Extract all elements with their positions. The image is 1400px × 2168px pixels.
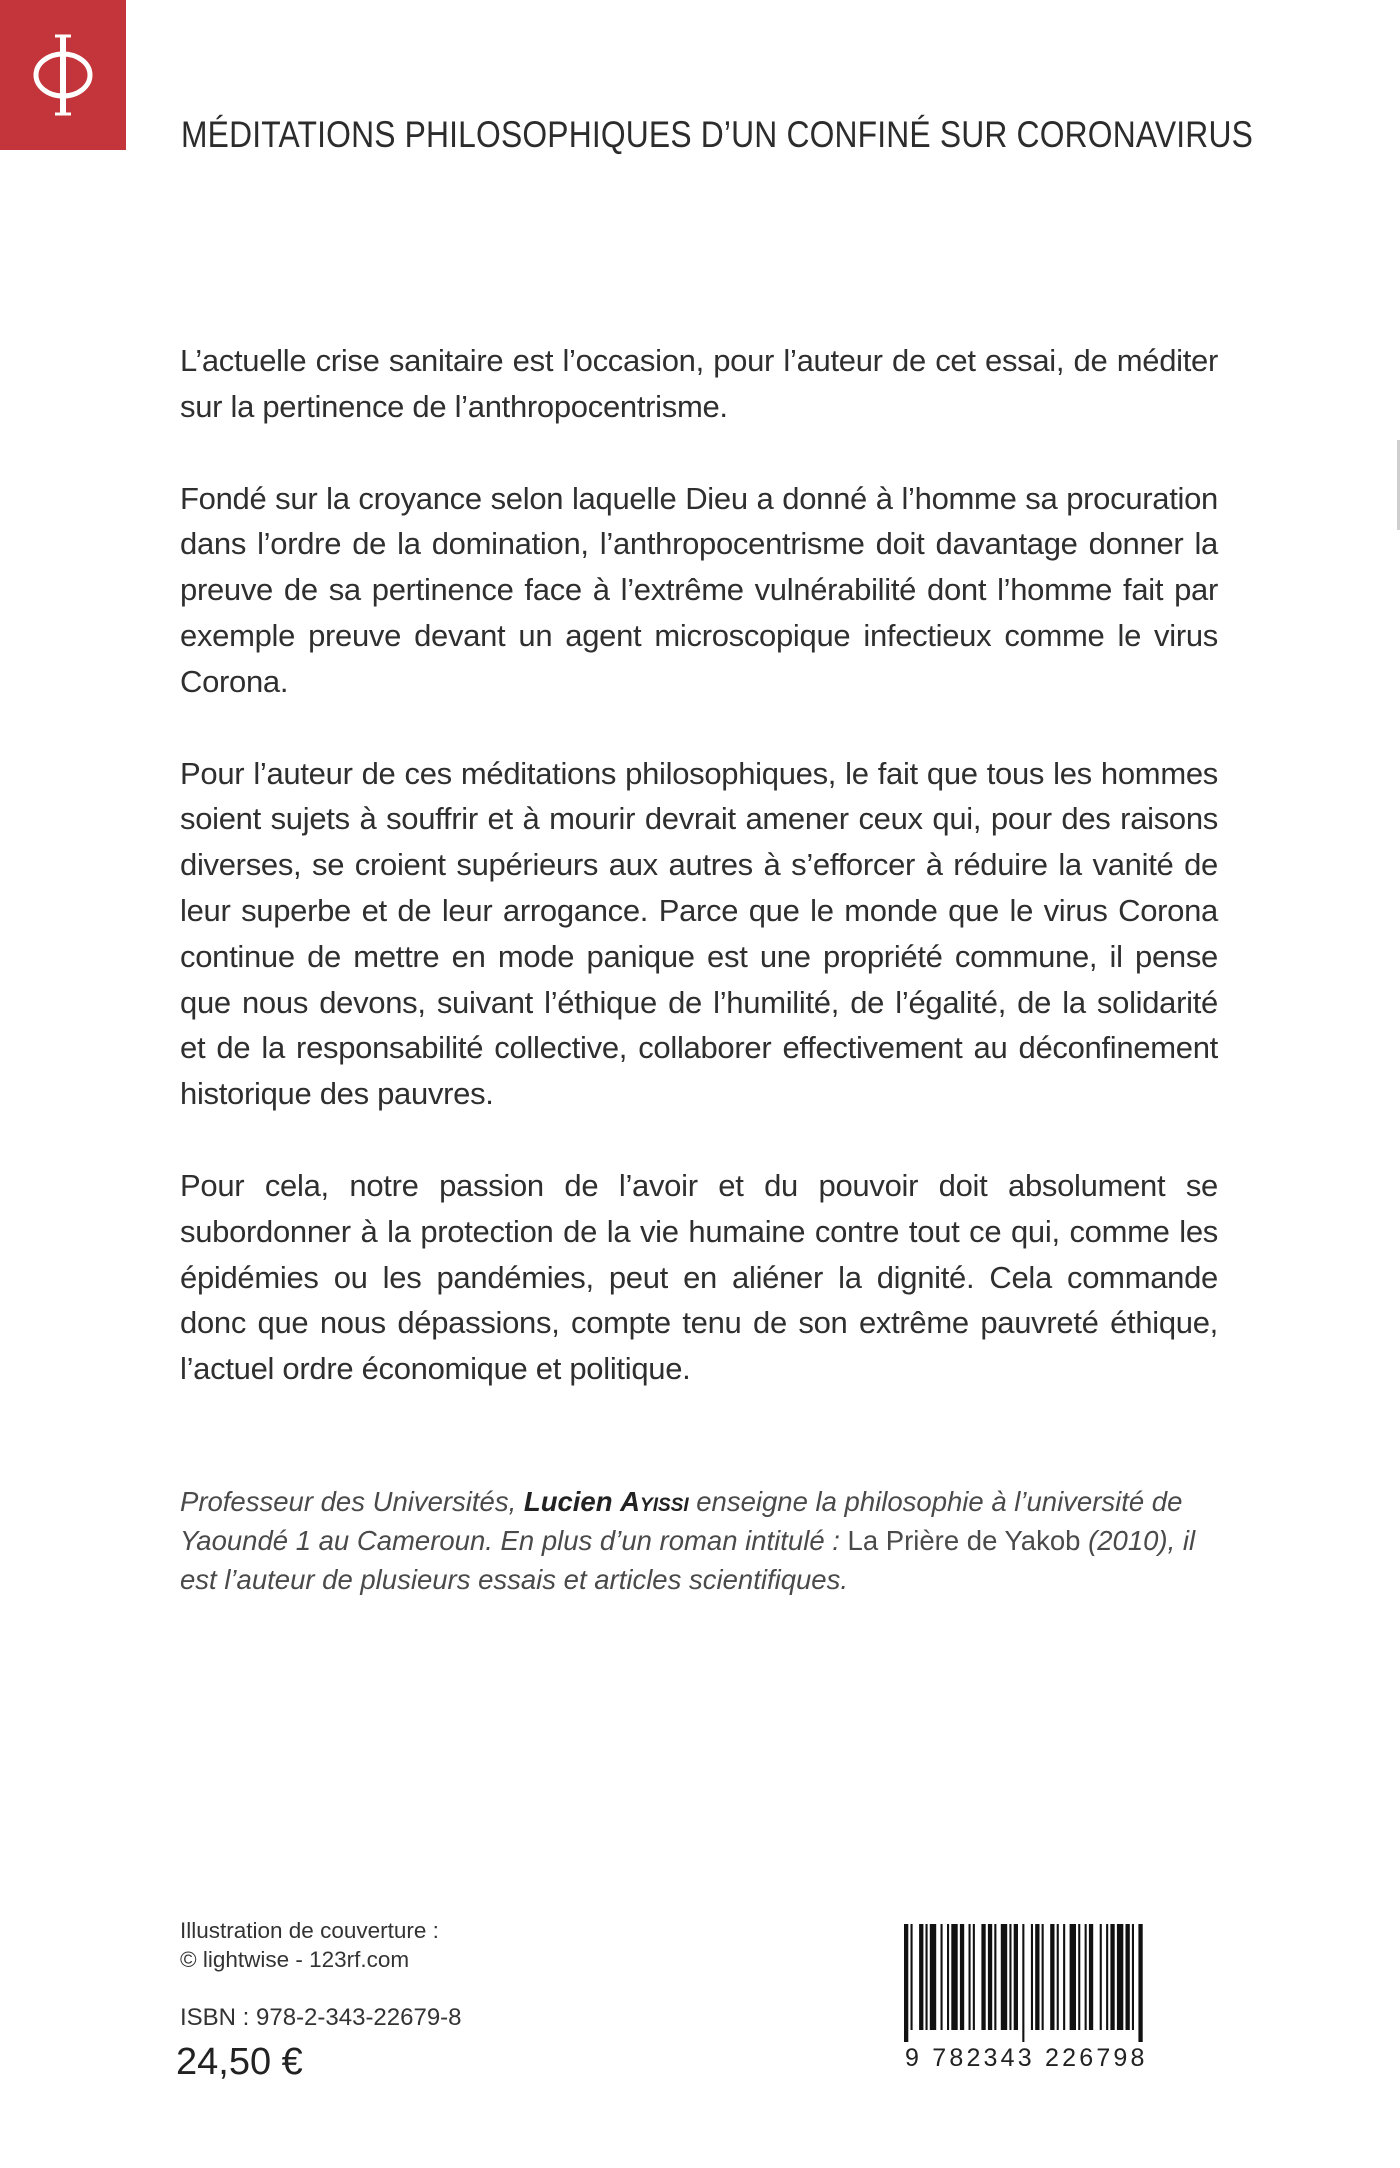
- barcode-bar: [1035, 1924, 1039, 2030]
- barcode-bar: [1063, 1924, 1065, 2030]
- barcode-bar: [973, 1924, 975, 2030]
- ean13-barcode-icon: [900, 1924, 1220, 2042]
- barcode-bar: [941, 1924, 943, 2030]
- barcode-bar: [926, 1924, 928, 2030]
- credit-source: © lightwise - 123rf.com: [180, 1947, 410, 1972]
- bio-suffix: (2010), il est l’auteur de plusieurs essais et articles scientifiques.: [180, 1525, 1196, 1595]
- barcode-bar: [1014, 1924, 1018, 2030]
- barcode-bar: [919, 1924, 923, 2030]
- barcode-bar: [1085, 1924, 1087, 2030]
- barcode-bar: [1031, 1924, 1033, 2030]
- back-cover-blurb: [180, 338, 1218, 1438]
- barcode-bar: [1132, 1924, 1134, 2030]
- barcode-bar: [1042, 1924, 1044, 2030]
- barcode-bar: [969, 1924, 971, 2030]
- barcode-bar: [1078, 1924, 1080, 2030]
- barcode-bar: [1050, 1924, 1054, 2030]
- barcode-bar: [1089, 1924, 1093, 2030]
- blurb-paragraph-1: L’actuelle crise sanitaire est l’occasion, pour l’auteur de cet essai, de méditer sur la pertinence de l’anthropocentrisme.: [180, 343, 1218, 424]
- barcode-digits: 9 782343 226798: [905, 2044, 1148, 2072]
- barcode-bar: [1070, 1924, 1076, 2030]
- novel-title: La Prière de Yakob: [847, 1525, 1081, 1556]
- barcode-bar: [1009, 1924, 1011, 2030]
- barcode-bar: [1106, 1924, 1108, 2030]
- barcode-bar: [1100, 1924, 1102, 2030]
- barcode-bar: [1022, 1924, 1024, 2042]
- barcode-bar: [1126, 1924, 1130, 2030]
- barcode-bar: [988, 1924, 992, 2030]
- publisher-logo: [0, 0, 126, 150]
- author-surname: Ayissi: [620, 1486, 689, 1517]
- barcode-bar: [947, 1924, 949, 2030]
- author-first-name: Lucien: [523, 1486, 621, 1517]
- barcode-bar: [930, 1924, 936, 2030]
- bio-middle: enseigne la philosophie à l’université de Yaoundé 1 au Cameroun. En plus d’un roman intitulé :: [180, 1486, 1183, 1556]
- blurb-paragraph-3: Pour l’auteur de ces méditations philosophiques, le fait que tous les hommes soient sujets à souffrir et à mourir devrait amener ceux qui, pour des raisons diverses, se croient supérieurs aux autres à s’efforcer à réduire la vanité de leur superbe et de leur arrogance. Parce que le monde que le virus Corona continue de mettre en mode panique est une propriété commune, il pense que nous devons, suivant l’éthique de l’humilité, de l’égalité, de la solidarité et de la responsabilité collective, collaborer effectivement au déconfinement historique des pauvres.: [180, 755, 1218, 1112]
- phi-logo-icon: [27, 29, 99, 121]
- barcode-bar: [904, 1924, 908, 2042]
- author-bio: [180, 1482, 1220, 1599]
- series-title: MÉDITATIONS PHILOSOPHIQUES D’UN CONFINÉ SUR CORONAVIRUS: [181, 114, 1254, 155]
- barcode-bar: [960, 1924, 964, 2030]
- author-name: [524, 1486, 689, 1517]
- blurb-paragraph-2: Fondé sur la croyance selon laquelle Dieu a donné à l’homme sa procuration dans l’ordre de la domination, l’anthropocentrisme doit davantage donner la preuve de sa pertinence face à l’extrême vulnérabilité dont l’homme fait par exemple preuve devant un agent microscopique infectieux comme le virus Corona.: [180, 480, 1218, 699]
- isbn: ISBN : 978-2-343-22679-8: [180, 2004, 462, 2031]
- barcode-bar: [981, 1924, 985, 2030]
- barcode-bar: [911, 1924, 913, 2030]
- barcode-bar: [994, 1924, 996, 2030]
- cover-illustration-credit: [180, 1916, 439, 1974]
- barcode-bar: [951, 1924, 957, 2030]
- barcode-bar: [1138, 1924, 1142, 2042]
- price: 24,50 €: [176, 2041, 303, 2083]
- blurb-paragraph-4: Pour cela, notre passion de l’avoir et du pouvoir doit absolument se subordonner à la protection de la vie humaine contre tout ce qui, comme les épidémies ou les pandémies, peut en aliéner la dignité. Cela commande donc que nous dépassions, compte tenu de son extrême pauvreté éthique, l’actuel ordre économique et politique.: [180, 1167, 1218, 1387]
- barcode-bar: [1001, 1924, 1007, 2030]
- bio-prefix: Professeur des Universités,: [180, 1486, 524, 1517]
- barcode-bar: [1117, 1924, 1123, 2030]
- barcode-bar: [1057, 1924, 1059, 2030]
- credit-label: Illustration de couverture :: [180, 1918, 439, 1943]
- barcode-bar: [1110, 1924, 1114, 2030]
